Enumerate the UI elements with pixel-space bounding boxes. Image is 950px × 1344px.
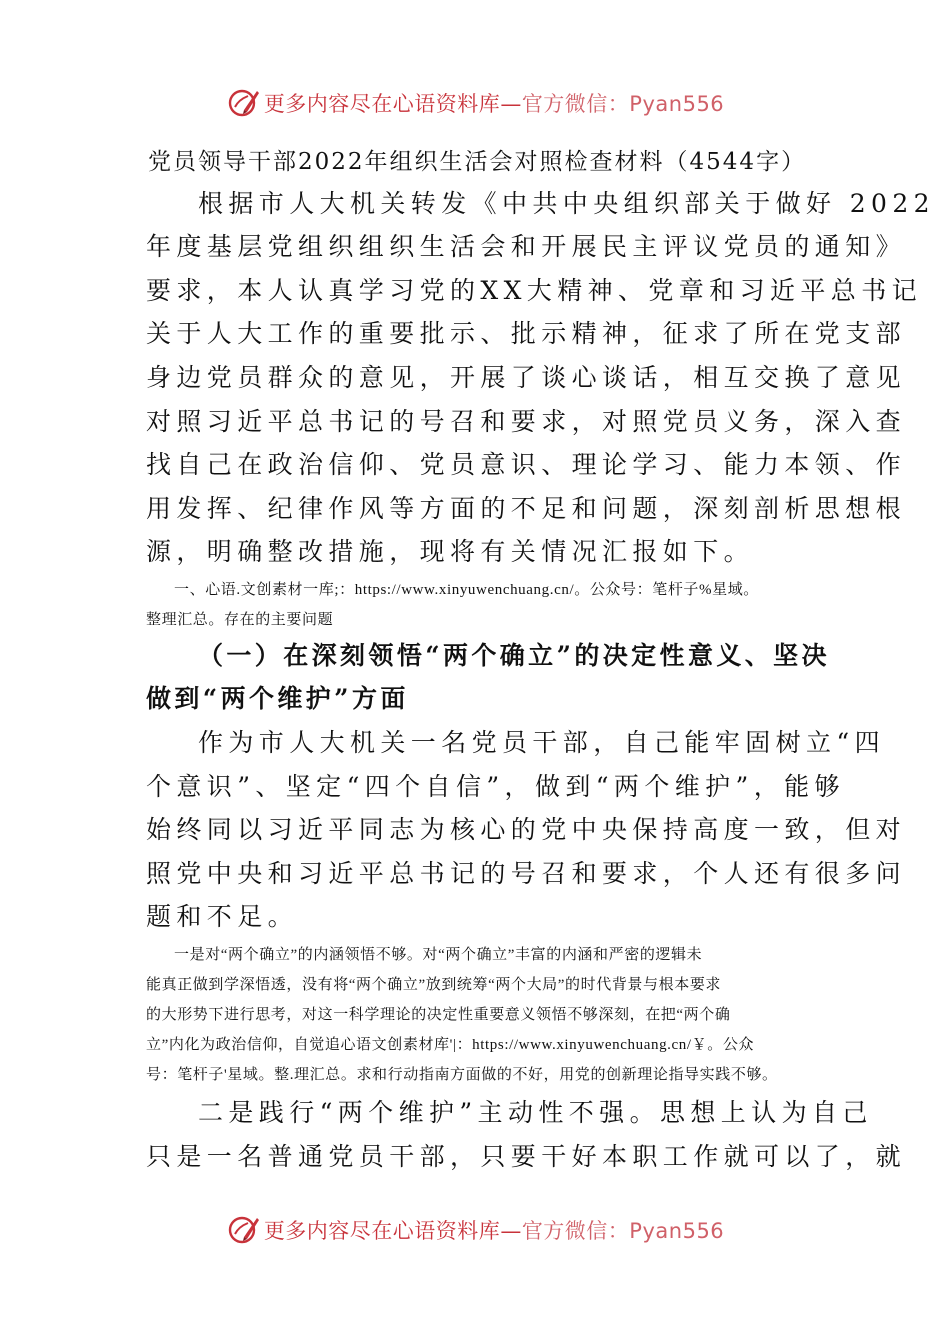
intro-line: 找自己在政治信仰、党员意识、理论学习、能力本领、作 — [146, 450, 907, 479]
pen-circle-logo-icon — [226, 86, 260, 120]
intro-line: 根据市人大机关转发《中共中央组织部关于做好 2022 — [198, 189, 935, 218]
intro-line: 关于人大工作的重要批示、批示精神，征求了所在党支部 — [146, 319, 907, 348]
intro-line: 对照习近平总书记的号召和要求，对照党员义务，深入查 — [146, 407, 907, 436]
paragraph-line: 个意识”、坚定“四个自信”，做到“两个维护”，能够 — [146, 772, 845, 801]
detail-note-line: 的大形势下进行思考，对这一科学理论的决定性重要意义领悟不够深刻，在把“两个确 — [146, 1007, 731, 1023]
banner-dash: — — [500, 1219, 522, 1243]
detail-note-line: 一是对“两个确立”的内涵领悟不够。对“两个确立”丰富的内涵和严密的逻辑未 — [174, 947, 703, 963]
banner-dash: — — [500, 92, 522, 116]
paragraph-line: 二是践行“两个维护”主动性不强。思想上认为自己 — [198, 1098, 873, 1127]
paragraph-line: 只是一名普通党员干部，只要干好本职工作就可以了，就 — [146, 1142, 907, 1171]
banner-brand-text: 更多内容尽在心语资料库 — [263, 1219, 501, 1243]
section-heading-line: （一）在深刻领悟“两个确立”的决定性意义、坚决 — [198, 641, 830, 670]
footer-banner — [0, 1210, 950, 1250]
detail-note-line: 号：笔杆子'星域。整.理汇总。求和行动指南方面做的不好，用党的创新理论指导实践不够。 — [146, 1067, 778, 1083]
header-banner-text — [264, 88, 724, 118]
banner-wechat-text: 官方微信：Pyan556 — [521, 1219, 725, 1243]
banner-brand-text: 更多内容尽在心语资料库 — [263, 92, 501, 116]
paragraph-line: 作为市人大机关一名党员干部，自己能牢固树立“四 — [198, 728, 885, 757]
footer-banner-text — [264, 1215, 724, 1245]
detail-note-line: 能真正做到学深悟透，没有将“两个确立”放到统筹“两个大局”的时代背景与根本要求 — [146, 977, 722, 993]
paragraph-line: 照党中央和习近平总书记的号召和要求，个人还有很多问 — [146, 859, 907, 888]
header-banner — [0, 83, 950, 123]
paragraph-line: 题和不足。 — [146, 902, 299, 931]
intro-line: 要求，本人认真学习党的XX大精神、党章和习近平总书记 — [146, 276, 922, 305]
pen-circle-logo-icon — [226, 1213, 260, 1247]
intro-line: 年度基层党组织组织生活会和开展民主评议党员的通知》 — [146, 232, 907, 261]
section-note-line: 整理汇总。存在的主要问题 — [146, 612, 334, 628]
document-title: 党员领导干部2022年组织生活会对照检查材料（4544字） — [148, 149, 807, 175]
paragraph-line: 始终同以习近平同志为核心的党中央保持高度一致，但对 — [146, 815, 907, 844]
intro-line: 源，明确整改措施，现将有关情况汇报如下。 — [146, 537, 755, 566]
banner-wechat-text: 官方微信：Pyan556 — [521, 92, 725, 116]
detail-note-line: 立”内化为政治信仰，自觉追心语文创素材库'|：https://www.xinyuwenchuang.cn/￥。公众 — [146, 1037, 755, 1053]
section-heading-line: 做到“两个维护”方面 — [146, 684, 409, 713]
section-note-line: 一、心语.文创素材一库;：https://www.xinyuwenchuang.cn/。公众号：笔杆子%星域。 — [174, 582, 759, 598]
intro-line: 用发挥、纪律作风等方面的不足和问题，深刻剖析思想根 — [146, 494, 907, 523]
intro-line: 身边党员群众的意见，开展了谈心谈话，相互交换了意见 — [146, 363, 907, 392]
